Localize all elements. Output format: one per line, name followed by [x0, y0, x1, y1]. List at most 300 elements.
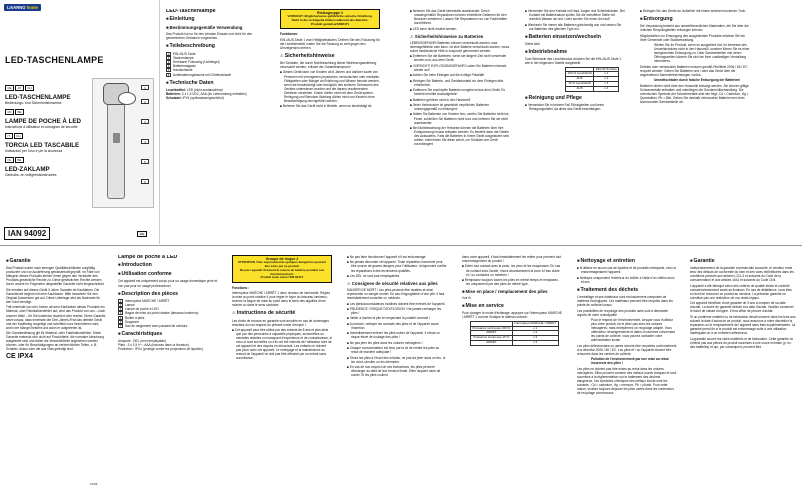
de-h-bestimmung [166, 25, 266, 30]
fr-title: Lampe de poche à LED [118, 255, 178, 260]
callout-2: 2 [141, 99, 149, 104]
de-garantie-col [6, 255, 106, 362]
dechets-text: L'emballage et ses matériaux sont exclusivement composés de matières écologiques. Les matériaux peuvent être recyclés dans les points de collecte locaux. [577, 294, 673, 308]
fr-h-pieces [118, 291, 218, 297]
bullet: ■ LED kann nicht ersetzt werden. [410, 26, 458, 31]
entsorgung-text: Werfen Sie Ihr Produkt, wenn es ausgedient hat, im Interesse des Umweltschutzes nicht in den Hausmüll, sondern führen Sie es einer fachgerechten Entsorgung zu. Über Sammelstellen und deren Öffnungszeiten können Sie sich bei Ihrer zuständigen Verwaltung informieren. [654, 43, 750, 64]
section-icon: ■ [525, 94, 528, 100]
bullet: ■ Au besoin, nettoyer les contacts des piles et de l'appareil avant l'insertion. [347, 321, 439, 330]
cover-title: LED-TASCHENLAMPE [5, 55, 104, 65]
section-icon: ■ [118, 271, 121, 277]
env-warning-head: Pollution de l'environnement par une mise au rebut incorrecte des piles ! [591, 357, 669, 366]
heading-text: Technische Daten [169, 79, 214, 86]
section-icon: ■ [640, 16, 643, 22]
risk-line: Produkt gemäß prEN62471 [310, 21, 350, 26]
section-icon: ■ [462, 289, 465, 295]
entsorgung-text: Die Verpackung besteht aus umweltfreundlichen Materialien, die Sie über die örtlichen Recyclingstellen entsorgen können. [640, 24, 749, 33]
fr-piles-lead: DANGER DE MORT ! Les piles peuvent être avalées et ainsi représenter un danger mortel. En cas d'ingurgitation d'une pile, il faut immédiatement consulter un médecin. [347, 288, 445, 301]
de-mode-table [565, 67, 619, 92]
logo-suffix: home [26, 5, 38, 10]
bullet: ■ N'utilisez en aucun cas de liquides et de produits nettoyants, ceux-ci endommageraient l'appareil. [577, 266, 677, 275]
heading-text: Caractéristiques [121, 331, 163, 338]
table-cell: ARRÊT [471, 341, 513, 346]
fr-h-service [462, 303, 562, 309]
de-einsetzen-text: Siehe Abb. [525, 41, 541, 46]
bullet-text: Ne jamais démonter cet appareil. Toute réparation incorrecte peut être source de graves dangers pour l'utilisateur. Uniquement confier les réparations à des techniciens qualifiés. [349, 260, 447, 273]
env-warning-head: Umweltschäden durch falsche Entsorgung der Batterien! [654, 78, 741, 83]
bullet-text: Bei Nichtbeachtung der Hinweise können die Batterien über ihre Endspannung hinaus entladen werden. Es besteht dann die Gefahr des Auslaufens. Falls die Batterien in Ihrem Gerät ausgelaufen sein sollten, entnehmen Sie diese sofort, um Schäden am Gerät vorzubeugen! [412, 125, 510, 147]
entsorgung-text: Möglichkeiten zur Entsorgung des ausgedienten Produkts erfahren Sie bei Ihrer Gemeinde oder Stadtverwaltung. [640, 33, 745, 42]
section-icon: ■ [166, 79, 169, 85]
de-funktionen-text: EIN-/AUS-Taste 1 zwei Helligkeitsstufen. Drehen Sie den Fokusring für die Lichtintensität, indem Sie die Fassung so weit gegen den Uhrzeigersinn drehen. [280, 37, 380, 50]
bullet: ■ Vermeiden Sie den Kontakt mit Haut, Augen und Schleimhäuten. Bei Kontakt mit Batteriesäure spülen Sie die betroffene Stelle mit reichlich Wasser ab und / oder suchen Sie einen Arzt auf! [525, 9, 625, 22]
de-h-einsetzen [525, 34, 625, 40]
heading-text: Bestimmungsgemäße Verwendung [169, 25, 243, 31]
tech-value: LED (nicht austauschbar) [186, 87, 223, 92]
bullet: ■ Bei Nichtbeachtung der Hinweise können die Batterien über ihre Endspannung hinaus entladen werden. Es besteht dann die Gefahr des Auslaufens. Falls die Batterien in Ihrem Gerät ausgelaufen sein sollten, entnehmen Sie diese sofort, um Schäden am Gerät vorzubeugen! [410, 125, 510, 147]
flashlight-switch [113, 133, 120, 143]
de-col-3 [410, 9, 510, 148]
bullet: ■ Nehmen Sie das Gerät keinesfalls auseinander. Durch unsachgemäße Reparaturen können erhebliche Gefahren für den Benutzer entstehen. Lassen Sie Reparaturen nur von Fachkräften durchführen. [410, 9, 508, 26]
fr-util-text: Cet appareil est uniquement conçu pour un usage domestique privé et non pas pour un usage professionnel. [118, 279, 218, 288]
fr-h-nettoyage [577, 258, 677, 264]
de-col-4 [525, 9, 625, 112]
section-icon: ■ [690, 258, 693, 263]
table-cell: Puissance lumineuse 100 % [472, 325, 511, 330]
section-icon: ■ [6, 258, 9, 263]
de-sicherheit-text: Bei Schäden, die durch Nichtbeachtung dieser Bedienungsanleitung verursacht werden, erlischt der Garantieanspruch! [280, 60, 377, 70]
bullet-text: Nettoyez uniquement l'extérieur du boîtier à l'aide d'un chiffon doux et sec. [579, 275, 675, 284]
bullet-text: Achten Sie beim Einlegen auf die richtige Polarität! [412, 73, 485, 78]
section-icon: ■ [118, 290, 121, 296]
fr-col-1 [118, 255, 218, 352]
table-cell: x 3 [594, 81, 619, 86]
fr-h-util [118, 271, 218, 277]
warning-icon: ⚠ [410, 33, 414, 39]
tech-value: IPX4 (protégé contre les projections de liquides) [135, 347, 203, 352]
bullet-text: PRUDENCE ! RISQUE D'EXPLOSION ! Ne jamais recharger les piles ! [349, 306, 442, 316]
lang-name: LED-ZAKLAMP [5, 166, 50, 173]
risk-line: Produit testé selon l'EN 62471 [260, 275, 304, 280]
table-cell: AUS [566, 77, 594, 82]
bullet: ■ Ne pas jeter les piles dans les ordures ménagères ! [347, 340, 423, 345]
fr-parts-list [118, 299, 218, 328]
section-icon: ■ [462, 303, 465, 309]
fr-h-garantie [690, 258, 796, 264]
fr-tech-row [118, 347, 218, 351]
garantie-text: Das Produkt wurde nach strengen Qualitätsrichtlinien sorgfältig produziert und vor Auslieferung gewissenhaft geprüft. Im Falle von Mängeln dieses Produkts stehen Ihnen gegen den Verkäufer des Produkts gesetzliche Rechte zu. Diese gesetzlichen Rechte werden durch unsere im Folgenden dargestellte Garantie nicht eingeschränkt. [6, 266, 105, 287]
part-number: 1 [167, 51, 170, 56]
footer-fr: FR/BE [90, 483, 98, 486]
table-cell: ARRÊT [471, 331, 513, 336]
table-cell: x 4 [512, 341, 558, 346]
bullet-text: Verwenden Sie in keinem Fall Flüssigkeiten und keine Reinigungsmittel, da diese das Gerät beschädigen. [527, 102, 605, 111]
heading-text: Garantie [693, 258, 715, 264]
section-icon: ■ [118, 331, 121, 337]
tech-key: Leuchtmittel: [166, 87, 187, 92]
bullet: ■ Achten Sie beim Einlegen auf die richtige Polarität! [410, 73, 485, 78]
dechets-text: Les piles ne doivent pas être mises au rebut dans les ordures ménagères. Elles peuvent contenir des métaux lourds toxiques et sont soumises à la réglementation sur le traitement des déchets dangereux. Les symboles chimiques des métaux lourds sont les suivants : Cd = cadmium, Hg = mercure, Pb = plomb. Pour cette raison, veuillez toujours déposer les piles usées dans les conteneurs de recyclage communaux. [577, 366, 677, 395]
section-icon: ■ [525, 33, 528, 39]
callout-5: 5 [141, 159, 149, 164]
fr-col-6 [690, 255, 796, 350]
section-icon: ■ [577, 258, 580, 263]
bullet: ■ Les DEL ne sont pas remplaçables. [347, 273, 401, 278]
bullet-text: Reinigen Sie das Gerät nur äußerlich mit einem weichen trockenen Tuch. [642, 9, 747, 13]
part-number: 4 [119, 311, 122, 316]
section-icon: ■ [577, 286, 580, 292]
part-number: 5 [119, 315, 122, 320]
heading-text: Consignes de sécurité relatives aux piles [351, 281, 438, 287]
garantie-text: Tritt innerhalb von drei Jahren ab dem Kaufdatum dieses Produkts ein Material- oder Fabrikationsfehler auf, wird das Produkt von uns – nach unserer Wahl – für Sie kostenlos repariert oder ersetzt. Diese Garantie setzt voraus, dass innerhalb der Drei-Jahres-Frist das defekte Gerät und der Kaufbeleg vorgelegt und schriftlich kurz beschrieben wird, worin der Mangel besteht und wann er aufgetreten ist. [6, 305, 106, 330]
bullet: ■ Dieses Gerät kann von Kindern ab 8 Jahren und darüber sowie von Personen mit verringerten physischen, sensorischen oder mentalen Fähigkeiten oder Mangel an Erfahrung und Wissen benutzt werden, wenn sie beaufsichtigt oder bezüglich des sicheren Gebrauchs des Gerätes unterwiesen wurden und die daraus resultierenden Gefahren verstehen. Kinder dürfen nicht mit dem Gerät spielen. Reinigung und Benutzer-Wartung dürfen nicht von Kindern ohne Beaufsichtigung durchgeführt werden. [280, 70, 380, 103]
de-funktionen-head: Funktionen: [280, 32, 299, 37]
risk-head: Risikogruppe 2 [317, 10, 343, 15]
bullet: ■ Ne jamais démonter cet appareil. Toute réparation incorrecte peut être source de graves dangers pour l'utilisateur. Uniquement confier les réparations à des techniciens qualifiés. [347, 260, 447, 273]
bullet-text: Veiller à insérer la pile en respectant la polarité correcte ! [349, 316, 431, 321]
part-number: 2 [167, 55, 170, 60]
flashlight-lens [118, 92, 136, 105]
bullet: ■ Entfernen Sie die Batterien, wenn sie längere Zeit nicht verwendet wurden und, aus dem Gerät. [410, 54, 507, 63]
table-cell: x 2 [512, 331, 558, 336]
heading-text: Garantie [9, 258, 31, 264]
bullet-text: Chaque consommateur est tenu par la loi de mettre les piles au rebut de manière adéquate ! [349, 346, 440, 355]
fr-h-carac [118, 331, 218, 337]
part-number: 3 [167, 59, 170, 64]
fr-fonctions-head: Fonctions : [232, 285, 250, 290]
bullet-text: Tenez les piles à l'écart des enfants, ne pas les jeter dans un feu, ni les court-circuiter ou les démonter. [349, 355, 446, 364]
heading-text: Mise en place / remplacement des piles [465, 289, 548, 295]
bullet-text: Entfernen Sie erschöpfte Batterien umgehend aus dem Gerät. Es besteht erhöhte Auslaufgefahr! [412, 88, 505, 97]
ipx4-text: IPX4 [17, 352, 33, 360]
bullet-text: Cet appareil peut être utilisé par des enfants de 8 ans et plus ainsi que par des personnes à capacités physiques, sensorielles ou mentales réduites ou manquant d'expérience et de connaissance, si ceux-ci sont surveillés ou s'ils ont été instruits de l'utilisation sûre de cet appareil et des risques en découlant. Les enfants ne doivent pas jouer avec cet appareil. Le nettoyage et la maintenance du ressort de l'appareil ne doit pas être effectué par un enfant sans surveillance. [234, 328, 332, 361]
heading-text: Reinigung und Pflege [528, 94, 582, 101]
section-icon: ■ [166, 43, 169, 49]
tech-value: IPX4 (spritzwassergeschützt) [182, 96, 224, 101]
bullet-text: Remplacez toujours toutes les piles en même temps et remplacez-les uniquement par des piles de même type. [464, 278, 559, 287]
bullet: ■ Chaque consommateur est tenu par la loi de mettre les piles au rebut de manière adéquate ! [347, 346, 440, 355]
lang-sub: Gebruiks- en veiligheidsinstructies [5, 173, 57, 177]
bullet-text: Les DEL ne sont pas remplaçables. [349, 273, 401, 278]
table-cell: x 1 [512, 326, 558, 331]
lang-sub: Indicazioni per l'uso e per la sicurezza [5, 149, 63, 153]
dechets-text: Pour le respect de l'environnement, lorsque vous n'utilisez plus votre produit, ne le jetez pas avec les ordures ménagères, mais entreprenez un recyclage adapté. Vous obtiendrez renseignements et dates d'ouverture concernant les points de collecte, vous pouvez contacter votre administration locale. [591, 318, 676, 343]
heading-text: Sicherheitshinweise [284, 52, 335, 59]
tech-key: Piles : [118, 343, 127, 348]
table-cell: x 3 [512, 336, 558, 341]
lang-code: IT [5, 133, 13, 139]
de-h-reinigung [525, 95, 625, 101]
table-head: Interrupteur MARCHE / ARRÊT [514, 320, 557, 325]
table-row [566, 86, 619, 91]
section-icon: ■ [166, 16, 169, 22]
fr-h-piles [347, 281, 447, 286]
part-label: Aufbewahrungstasche mit Gürtelschlaufe [173, 72, 232, 77]
heading-text: Inbetriebnahme [528, 48, 568, 55]
part-number: 3 [119, 307, 122, 312]
risk-head: Groupe de risque 2 [265, 256, 299, 261]
lang-name: TORCIA LED TASCABILE [5, 142, 80, 149]
heading-text: Sicherheitshinweise zu Batterien [414, 33, 484, 39]
product-illustration [92, 78, 154, 208]
lang-sub: Bedienungs- und Sicherheitshinweise [5, 101, 62, 105]
de-bestimmung-text: Das Produkt ist nur für den privaten Einsatz und nicht für den gewerblichen Gebrauch vorgesehen. [166, 32, 253, 41]
fr-service-text: Pour changer le mode d'éclairage, appuyez sur l'interrupteur MARCHE / ARRÊT 1 comme l'indique le tableau suivant : [462, 311, 562, 320]
entsorgung-text: Batterien dürfen nicht über den Hausmüll entsorgt werden. Sie können giftige Schwermetalle enthalten und unterliegen der Sondermüllbehandlung. Die chemischen Symbole der Schwermetalle sind wie folgt: Cd = Cadmium, Hg = Quecksilber, Pb = Blei. Geben Sie deshalb verbrauchte Batterien bei einer kommunalen Sammelstelle ab. [640, 83, 749, 104]
lang-code: CH [14, 133, 23, 139]
part-label: Lampe [125, 302, 135, 307]
bullet: ■ Entfernen Sie erschöpfte Batterien umgehend aus dem Gerät. Es besteht erhöhte Auslaufgefahr! [410, 88, 505, 97]
heading-text: Utilisation conforme [121, 271, 172, 278]
bullet-text: Immédiatement enlever les piles usées de l'appareil. Il existe un risque élevé de coulage des piles ! [349, 331, 440, 340]
heading-text: Teilebeschreibung [169, 43, 215, 50]
table-cell: x 4 [594, 86, 619, 91]
logo-text: LIVARNO [7, 5, 26, 10]
fr-h-dechets [577, 287, 677, 293]
garantie-text: Die Garantieleistung gilt für Material- oder Fabrikationsfehler. Diese Garantie erstreckt sich nicht auf Produktteile, die normaler Abnutzung ausgesetzt sind und daher als Verschleißteile angesehen werden können, oder für Beschädigungen an zerbrechlichen Teilen, z. B. Schalter, Akkus oder die aus Glas gefertigt sind. [6, 331, 104, 352]
bullet: ■ Cet appareil peut être utilisé par des enfants de 8 ans et plus ainsi que par des personnes à capacités physiques, sensorielles ou mentales réduites ou manquant d'expérience et de connaissance, si ceux-ci sont surveillés ou s'ils ont été instruits de l'utilisation sûre de cet appareil et des risques en découlant. Les enfants ne doivent pas jouer avec cet appareil. Le nettoyage et la maintenance du ressort de l'appareil ne doit pas être effectué par un enfant sans surveillance. [232, 328, 332, 361]
part-label: Sac de rangement avec passant de ceinture [125, 323, 188, 328]
garantie-text: L'appareil a été fabriqué selon des critères de qualité stricts et contrôlé consciencieusement avant sa livraison. En cas de défaillance, vous êtes en droit de retourner ce produit au vendeur. La présente garantie ne constitue pas une restriction de vos droits légaux. [690, 283, 792, 300]
table-head: EIN-/AUS-Taste [595, 66, 617, 71]
tech-value: 3 x 1,5 V⎓, AAA (incluses dans la livraison) [127, 343, 189, 348]
bullet: ■ Reinigen Sie Batterie- und Gerätekontakt vor dem Einlegen falls erforderlich. [410, 78, 504, 87]
warning-icon: ⚠ [232, 310, 236, 316]
de-h-technik [166, 80, 266, 86]
bullet: ■ Les piles/accumulateurs inutilisés doivent être enlevés de l'appareil. [347, 301, 446, 306]
de-tech-row [166, 96, 266, 100]
part-number: 7 [119, 323, 122, 328]
de-col-1 [166, 9, 266, 100]
bullet: ■ Jeder Verbraucher ist gesetzlich verpflichtet, Batterien ordnungsgemäß zu entsorgen! [410, 102, 489, 112]
garantie-text: Indépendamment de la garantie commerciale souscrite, le vendeur reste tenu des défauts de conformité du bien et des vices rédhibitoires dans les conditions prévues aux articles L211-4 et suivants du Code de la consommation et aux articles 1641 et suivants du Code Civil. [690, 266, 794, 283]
bullet-text: Batterien gehören nicht in den Hausmüll! [412, 97, 471, 102]
de-inbetrieb-text: Zum Wechseln des Leuchtmodus drücken Sie die EIN-/AUS-Taste 1 wie in der folgenden Tabelle dargestellt: [525, 57, 622, 66]
fr-fonctions-text: Interrupteur MARCHE / ARRÊT 1 deux niveaux de luminosité. Réglez la mise au point rotative 4 pour régler le foyer du faisceau lumineux, tournez la bague de mise au point dans le sens des aiguilles d'une montre ou dans le sens contraire. [232, 291, 331, 308]
bullet: ■ Halten Sie Batterien von Kindern fern, werfen Sie Batterien nicht ins Feuer, schließen Sie Batterien nicht kurz und nehmen Sie sie nicht auseinander. [410, 112, 509, 125]
part-label: EIN-/AUS-Taste [173, 51, 196, 56]
fr-mode-table [470, 321, 559, 346]
part-label: Taschenlampe [173, 55, 194, 60]
fr-h-mise [462, 289, 562, 294]
lang-sub: Instructions d'utilisation et consignes de sécurité [5, 125, 78, 129]
heading-text: Nettoyage et entretien [580, 258, 636, 264]
part-item [166, 73, 266, 77]
heading-text: Batterien einsetzen/wechseln [528, 33, 601, 40]
part-number: 1 [119, 298, 122, 303]
heading-text: Einleitung [169, 16, 195, 23]
part-label: Dragonne [125, 319, 139, 324]
lang-code: DE [5, 85, 14, 91]
heading-text: Mise en service [465, 303, 504, 310]
bullet-text: Éviter tout contact avec la peau, les yeux et les muqueuses. En cas de contact avec l'acide, rincez abondamment la zone à l'eau claire et / ou contactez un médecin ! [464, 264, 561, 277]
bullet-text: Nehmen Sie das Gerät nicht in Betrieb, wenn es beschädigt ist. [282, 104, 373, 109]
fr-col-5 [577, 255, 677, 396]
part-label: Boîtier à piles [125, 315, 145, 320]
tech-value: 3 x 1,5 VDC, AAA (im Lieferumfang enthalten) [181, 92, 247, 97]
bullet: ■ Wechseln Sie immer alle Batterien gleichzeitig aus und setzen Sie nur Batterien des gleichen Typs ein. [525, 22, 622, 31]
garantie-text: Cet appareil bénéficie d'une garantie de 3 ans à compter de sa date d'achat. La durée de garantie débute à la date d'achat. Veuillez conserver le ticket de caisse d'origine. Il fera office de preuve d'achat. [690, 301, 794, 314]
warning-icon: ⚠ [347, 281, 351, 287]
lang-code: CH [25, 85, 34, 91]
part-number: 4 [167, 64, 170, 69]
fr-secu-text: Les droits de recours en garantie sont annulés en cas de dommages résultant du non-respect du présent mode d'emploi ! [232, 318, 329, 327]
bullet: ■ PRUDENCE ! RISQUE D'EXPLOSION ! Ne jamais recharger les piles ! [347, 306, 442, 316]
lang-code: AT [15, 85, 24, 91]
bullet-text: Halten Sie Batterien von Kindern fern, werfen Sie Batterien nicht ins Feuer, schließen Sie Batterien nicht kurz und nehmen Sie sie nicht auseinander. [412, 112, 509, 125]
de-batterien-lead: LEBENSGEFAHR! Batterien können verschluckt werden, was lebensgefährlich sein kann. Ist eine Batterie verschluckt worden, muss sofort medizinische Hilfe in Anspruch genommen werden. [410, 40, 510, 53]
dechets-text: Les possibilités de recyclage des produits usés sont à demander auprès de votre municipalité. [577, 308, 669, 317]
heading-text: Description des pièces [121, 290, 179, 297]
bullet-text: Nehmen Sie das Gerät keinesfalls auseinander. Durch unsachgemäße Reparaturen können erhebliche Gefahren für den Benutzer entstehen. Lassen Sie Reparaturen nur von Fachkräften durchführen. [412, 9, 508, 26]
table-cell: 15 % Leuchtkraft [566, 81, 594, 86]
ipx4-mark [6, 353, 106, 361]
bullet-text: Ne pas faire fonctionner l'appareil s'il est endommagé. [349, 255, 427, 259]
table-cell: x 2 [594, 77, 619, 82]
bullet-text: Ne pas jeter les piles dans les ordures ménagères ! [349, 340, 423, 345]
callout-4: 4 [141, 139, 149, 144]
tech-key: Batterien: [166, 92, 181, 97]
cover-page [0, 0, 160, 244]
bullet-text: VORSICHT! EXPLOSIONSGEFAHR! Laden Sie Batterien niemals wieder auf! [412, 63, 507, 72]
part-label: Handschlaufe [173, 68, 193, 73]
bullet: ■ Immédiatement enlever les piles usées de l'appareil. Il existe un risque élevé de coulage des piles ! [347, 331, 440, 340]
risk-line: Nicht in die Lichtquelle blicken während des Betriebs. [291, 18, 369, 23]
part-number: 6 [167, 72, 170, 77]
entsorgung-text: Defekte oder verbrauchte Batterien müssen gemäß Richtlinie 2006 / 66 / EC recycelt werden. Geben Sie Batterien und / oder das Gerät über die angebotenen Sammeleinrichtungen zurück. [640, 64, 748, 77]
part-label: Batteriemagazin [173, 64, 197, 69]
bullet-text: Vermeiden Sie den Kontakt mit Haut, Augen und Schleimhäuten. Bei Kontakt mit Batteriesäure spülen Sie die betroffene Stelle mit reichlich Wasser ab und / oder suchen Sie einen Arzt auf! [527, 9, 625, 22]
fr-h-intro [118, 262, 218, 268]
de-col-2 [280, 9, 380, 110]
bullet: ■ Verwenden Sie in keinem Fall Flüssigkeiten und keine Reinigungsmittel, da diese das Gerät beschädigen. [525, 102, 605, 111]
lang-code: BE [15, 109, 24, 115]
bullet-text: Wechseln Sie immer alle Batterien gleichzeitig aus und setzen Sie nur Batterien des gleichen Typs ein. [527, 22, 622, 31]
de-h-einleitung [166, 16, 266, 22]
callout-1: 1 [141, 85, 149, 90]
bullet: ■ Ne pas faire fonctionner l'appareil s'il est endommagé. [347, 255, 427, 259]
bullet-text: Dieses Gerät kann von Kindern ab 8 Jahren und darüber sowie von Personen mit verringerten physischen, sensorischen oder mentalen Fähigkeiten oder Mangel an Erfahrung und Wissen benutzt werden, wenn sie beaufsichtigt oder bezüglich des sicheren Gebrauchs des Gerätes unterwiesen wurden und die daraus resultierenden Gefahren verstehen. Kinder dürfen nicht mit dem Gerät spielen. Reinigung und Benutzer-Wartung dürfen nicht von Kindern ohne Beaufsichtigung durchgeführt werden. [282, 70, 380, 103]
lang-code: BE [15, 157, 24, 163]
de-title: LED-Taschenlampe [166, 9, 216, 14]
table-cell: 100 % Leuchtkraft [567, 71, 592, 76]
language-flag: DE [137, 231, 147, 237]
tech-key: Ampoule : [118, 339, 133, 344]
bottom-spread [0, 245, 802, 489]
bullet-text: Entfernen Sie die Batterien, wenn sie längere Zeit nicht verwendet wurden und, aus dem Gerät. [412, 54, 507, 63]
lang-code: NL [5, 157, 14, 163]
part-label: Drehbarer Fokusring (Lichtkegel) [173, 59, 220, 64]
dechets-text: Les piles défectueuses ou usées doivent être recyclées conformément à la directive 2006 / 66 / EC. Les piles et / ou l'appareil doivent être retournés dans les centres de collecte. [577, 343, 677, 356]
bullet-text: N'utilisez en aucun cas de liquides et de produits nettoyants, ceux-ci endommageraient l'appareil. [579, 266, 677, 275]
warning-icon: ⚠ [280, 52, 284, 58]
fr-risk-box [232, 255, 332, 283]
table-cell: Puissance lumineuse 15 % [471, 336, 513, 341]
section-icon: ■ [525, 48, 528, 54]
part-label: Bague de mise au point rotative (faisceau lumineux) [125, 311, 199, 316]
bullet-text: LED kann nicht ersetzt werden. [412, 26, 458, 31]
ian-number: IAN 94092 [4, 227, 50, 240]
bullet-text: En cas de non-respect de ces instructions, les piles peuvent décharger au-delà de leur tension finale. Elles risquent alors de couler. Si les piles coulent [349, 365, 441, 378]
bullet: ■ En cas de non-respect de ces instructions, les piles peuvent décharger au-delà de leur tension finale. Elles risquent alors de couler. Si les piles coulent [347, 365, 441, 378]
bullet: ■ Nettoyez uniquement l'extérieur du boîtier à l'aide d'un chiffon doux et sec. [577, 275, 675, 284]
fr-h-secu [232, 310, 332, 316]
tech-key: Schutzart: [166, 96, 182, 101]
bullet: ■ Reinigen Sie das Gerät nur äußerlich mit einem weichen trockenen Tuch. [640, 9, 747, 13]
de-risk-box [280, 9, 380, 29]
bullet: ■ Tenez les piles à l'écart des enfants, ne pas les jeter dans un feu, ni les court-circuiter ou les démonter. [347, 355, 446, 364]
part-label: Lampe de poche à LED [125, 307, 159, 312]
risk-line: VORSICHT: Möglicherweise gefährliche optische Strahlung. [287, 14, 373, 19]
part-item [118, 324, 218, 328]
lang-code: FR [5, 109, 14, 115]
heading-text: Instructions de sécurité [236, 310, 296, 317]
section-icon: ■ [118, 262, 121, 268]
bullet-text: Reinigen Sie Batterie- und Gerätekontakt vor dem Einlegen falls erforderlich. [412, 78, 504, 87]
lang-name: LED-TASCHENLAMPE [5, 94, 71, 101]
callout-6: 6 [141, 179, 149, 184]
de-h-inbetrieb [525, 49, 625, 55]
flashlight-head [103, 83, 129, 105]
garantie-text: Si un problème matériel ou de fabrication devait survenir dans les trois ans suivant la date d'achat de ce produit, nous assurons à notre discrétion la réparation ou le remplacement de l'appareil sans frais supplémentaires. La garantie prend fin si le produit est endommagé suite à une utilisation inadéquate ou à un entretien défectueux. [690, 314, 796, 336]
part-number: 2 [119, 302, 122, 307]
bullet: ■ Batterien gehören nicht in den Hausmüll! [410, 97, 471, 102]
bullet: ■ Remplacez toujours toutes les piles en même temps et remplacez-les uniquement par des piles de même type. [462, 278, 559, 287]
fr-mise-text: Voir ill. [462, 296, 472, 301]
ce-icon: CE [6, 352, 16, 360]
fr-col4-text: dans votre appareil, il faut immédiatement les retirer pour prévenir tout endommagement du produit ! [462, 255, 562, 264]
de-h-sicherheit [280, 53, 380, 59]
heading-text: Entsorgung [643, 16, 673, 23]
tech-value: DEL (non remplaçable) [133, 339, 166, 344]
de-h-garantie [6, 258, 106, 264]
bullet-text: Au besoin, nettoyer les contacts des piles et de l'appareil avant l'insertion. [349, 321, 439, 330]
table-cell: x 1 [594, 72, 619, 77]
garantie-text: La garantie couvre les vices matériels et de fabrication. Cette garantie ne s'étend pas aux pièces du produit soumises à une usure normale (p. ex. des batteries) et qui, par conséquent, peuvent être [690, 336, 794, 349]
part-label: Interrupteur MARCHE / ARRÊT [125, 298, 170, 303]
top-spread [0, 0, 802, 244]
part-number: 6 [119, 319, 122, 324]
de-col-5 [640, 9, 750, 105]
table-row [471, 341, 559, 346]
de-h-entsorgung [640, 16, 750, 22]
bullet: ■ Éviter tout contact avec la peau, les yeux et les muqueuses. En cas de contact avec l'acide, rincez abondamment la zone à l'eau claire et / ou contactez un médecin ! [462, 264, 561, 277]
tech-key: Protection : [118, 347, 135, 352]
table-cell: AUS [566, 86, 594, 91]
risk-line: ATTENTION ! Des rayonnements optiques dangereux peuvent être émis par ce produit. [237, 260, 327, 269]
brand-logo [4, 4, 41, 11]
de-parts-list [166, 52, 266, 77]
lang-name: LAMPE DE POCHE À LED [5, 118, 81, 125]
bullet-text: Jeder Verbraucher ist gesetzlich verpflichtet, Batterien ordnungsgemäß zu entsorgen! [412, 102, 489, 112]
section-icon: ■ [166, 25, 169, 31]
bullet: ■ Veiller à insérer la pile en respectant la polarité correcte ! [347, 316, 431, 321]
garantie-text: Sie erhalten auf dieses Gerät 3 Jahre Garantie ab Kaufdatum. Die Garantiezeit beginnt mit dem Kaufdatum. Bitte bewahren Sie den Original-Kassenbon gut auf. Diese Unterlage wird als Nachweis für den Kauf benötigt. [6, 287, 101, 304]
bullet-text: Les piles/accumulateurs inutilisés doivent être enlevés de l'appareil. [349, 301, 446, 306]
fr-col-4 [462, 255, 562, 346]
risk-line: Ne pas regarder fixement la source de lumière pendant son fonctionnement. [239, 267, 325, 276]
bullet: ■ Nehmen Sie das Gerät nicht in Betrieb, wenn es beschädigt ist. [280, 104, 373, 109]
heading-text: Traitement des déchets [580, 286, 639, 293]
de-h-batterien [410, 34, 510, 39]
part-number: 5 [167, 68, 170, 73]
fr-col-3 [347, 255, 447, 379]
bullet: ■ VORSICHT! EXPLOSIONSGEFAHR! Laden Sie Batterien niemals wieder auf! [410, 63, 507, 72]
fr-col-2 [232, 255, 332, 362]
de-h-teile [166, 43, 266, 49]
callout-3: 3 [141, 119, 149, 124]
heading-text: Introduction [121, 262, 152, 269]
